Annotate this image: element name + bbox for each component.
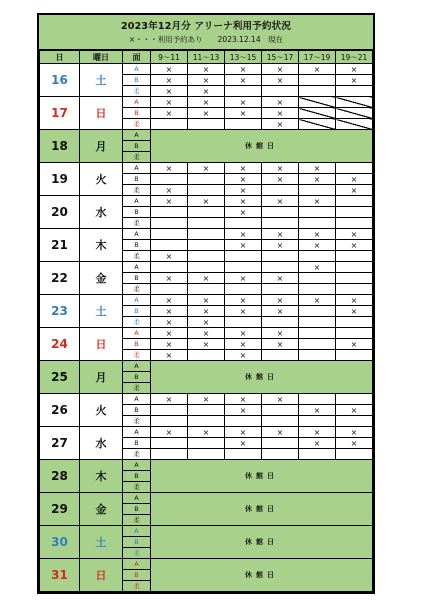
unavailable-cell: [299, 119, 336, 130]
court-label: 柔: [123, 416, 151, 427]
day-number: 28: [40, 460, 80, 493]
empty-cell: [262, 251, 299, 262]
empty-cell: [299, 185, 336, 196]
day-row: [40, 427, 373, 438]
court-label: 柔: [123, 185, 151, 196]
day-number: 18: [40, 130, 80, 163]
empty-cell: [188, 207, 225, 218]
court-label: 柔: [123, 284, 151, 295]
day-of-week: 金: [80, 262, 123, 295]
reserved-mark: ×: [151, 339, 188, 350]
day-row: [40, 64, 373, 75]
empty-cell: [336, 196, 373, 207]
day-number: 29: [40, 493, 80, 526]
court-label: B: [123, 471, 151, 482]
empty-cell: [299, 350, 336, 361]
day-of-week: 月: [80, 130, 123, 163]
empty-cell: [151, 416, 188, 427]
reserved-mark: ×: [225, 185, 262, 196]
col-header-slot: 13～15: [225, 51, 262, 64]
court-label: B: [123, 174, 151, 185]
day-number: 22: [40, 262, 80, 295]
reserved-mark: ×: [225, 174, 262, 185]
reserved-mark: ×: [225, 229, 262, 240]
reserved-mark: ×: [225, 240, 262, 251]
reserved-mark: ×: [188, 97, 225, 108]
reserved-mark: ×: [262, 427, 299, 438]
court-label: A: [123, 64, 151, 75]
reserved-mark: ×: [151, 317, 188, 328]
empty-cell: [336, 284, 373, 295]
empty-cell: [336, 251, 373, 262]
empty-cell: [262, 405, 299, 416]
empty-cell: [299, 306, 336, 317]
reserved-mark: ×: [336, 229, 373, 240]
day-number: 17: [40, 97, 80, 130]
reserved-mark: ×: [188, 339, 225, 350]
reserved-mark: ×: [188, 75, 225, 86]
day-row: [40, 526, 373, 537]
reserved-mark: ×: [151, 427, 188, 438]
court-label: B: [123, 570, 151, 581]
reserved-mark: ×: [188, 86, 225, 97]
court-label: B: [123, 240, 151, 251]
empty-cell: [225, 86, 262, 97]
reserved-mark: ×: [262, 229, 299, 240]
reserved-mark: ×: [336, 240, 373, 251]
empty-cell: [336, 394, 373, 405]
court-label: B: [123, 108, 151, 119]
day-of-week: 火: [80, 163, 123, 196]
empty-cell: [336, 328, 373, 339]
reserved-mark: ×: [188, 306, 225, 317]
court-label: B: [123, 438, 151, 449]
day-number: 21: [40, 229, 80, 262]
reserved-mark: ×: [336, 339, 373, 350]
col-header-slot: 15～17: [262, 51, 299, 64]
empty-cell: [262, 284, 299, 295]
court-label: 柔: [123, 548, 151, 559]
empty-cell: [299, 339, 336, 350]
reserved-mark: ×: [188, 328, 225, 339]
empty-cell: [299, 449, 336, 460]
day-of-week: 木: [80, 229, 123, 262]
reserved-mark: ×: [225, 75, 262, 86]
reserved-mark: ×: [299, 427, 336, 438]
empty-cell: [299, 416, 336, 427]
reserved-mark: ×: [151, 306, 188, 317]
empty-cell: [299, 394, 336, 405]
day-row: [40, 394, 373, 405]
court-label: 柔: [123, 251, 151, 262]
reserved-mark: ×: [262, 295, 299, 306]
reserved-mark: ×: [336, 75, 373, 86]
empty-cell: [262, 218, 299, 229]
empty-cell: [225, 416, 262, 427]
reserved-mark: ×: [225, 108, 262, 119]
reserved-mark: ×: [262, 108, 299, 119]
court-label: A: [123, 361, 151, 372]
reserved-mark: ×: [151, 185, 188, 196]
empty-cell: [225, 449, 262, 460]
court-label: A: [123, 196, 151, 207]
reserved-mark: ×: [225, 273, 262, 284]
day-row: [40, 559, 373, 570]
empty-cell: [336, 163, 373, 174]
empty-cell: [299, 218, 336, 229]
empty-cell: [299, 75, 336, 86]
reserved-mark: ×: [262, 273, 299, 284]
day-number: 24: [40, 328, 80, 361]
court-label: A: [123, 460, 151, 471]
reserved-mark: ×: [188, 295, 225, 306]
empty-cell: [299, 328, 336, 339]
day-of-week: 金: [80, 493, 123, 526]
empty-cell: [225, 119, 262, 130]
day-row: [40, 328, 373, 339]
empty-cell: [188, 284, 225, 295]
empty-cell: [188, 174, 225, 185]
reserved-mark: ×: [262, 119, 299, 130]
empty-cell: [262, 449, 299, 460]
court-label: A: [123, 163, 151, 174]
court-label: 柔: [123, 449, 151, 460]
day-of-week: 水: [80, 196, 123, 229]
reserved-mark: ×: [151, 75, 188, 86]
empty-cell: [262, 350, 299, 361]
col-header-day: 日: [40, 51, 80, 64]
unavailable-cell: [299, 108, 336, 119]
unavailable-cell: [336, 108, 373, 119]
col-header-slot: 17～19: [299, 51, 336, 64]
day-of-week: 土: [80, 526, 123, 559]
empty-cell: [188, 185, 225, 196]
empty-cell: [151, 240, 188, 251]
court-label: B: [123, 306, 151, 317]
empty-cell: [336, 317, 373, 328]
day-of-week: 木: [80, 460, 123, 493]
court-label: B: [123, 75, 151, 86]
reserved-mark: ×: [225, 163, 262, 174]
col-header-slot: 19～21: [336, 51, 373, 64]
day-of-week: 土: [80, 295, 123, 328]
empty-cell: [262, 438, 299, 449]
reserved-mark: ×: [225, 328, 262, 339]
empty-cell: [188, 350, 225, 361]
sheet-header: [39, 15, 373, 50]
reserved-mark: ×: [336, 185, 373, 196]
closed-label: 休館日: [151, 361, 373, 394]
day-number: 26: [40, 394, 80, 427]
empty-cell: [188, 262, 225, 273]
reserved-mark: ×: [262, 64, 299, 75]
unavailable-cell: [299, 97, 336, 108]
reserved-mark: ×: [188, 163, 225, 174]
court-label: 柔: [123, 383, 151, 394]
reserved-mark: ×: [151, 64, 188, 75]
reserved-mark: ×: [151, 251, 188, 262]
empty-cell: [299, 251, 336, 262]
reserved-mark: ×: [151, 295, 188, 306]
reservation-table: [39, 50, 373, 592]
reserved-mark: ×: [336, 174, 373, 185]
empty-cell: [151, 229, 188, 240]
day-number: 31: [40, 559, 80, 592]
court-label: A: [123, 427, 151, 438]
reserved-mark: ×: [336, 64, 373, 75]
day-row: [40, 196, 373, 207]
day-row: [40, 460, 373, 471]
unavailable-cell: [336, 97, 373, 108]
reserved-mark: ×: [188, 273, 225, 284]
reservation-rows: [40, 64, 373, 592]
reserved-mark: ×: [225, 207, 262, 218]
reserved-mark: ×: [299, 405, 336, 416]
reserved-mark: ×: [299, 196, 336, 207]
day-row: [40, 493, 373, 504]
reserved-mark: ×: [299, 163, 336, 174]
court-label: B: [123, 273, 151, 284]
day-of-week: 火: [80, 394, 123, 427]
reserved-mark: ×: [262, 328, 299, 339]
col-header-slot: 9～11: [151, 51, 188, 64]
reserved-mark: ×: [336, 438, 373, 449]
court-label: A: [123, 229, 151, 240]
reserved-mark: ×: [225, 339, 262, 350]
court-label: A: [123, 526, 151, 537]
court-label: A: [123, 130, 151, 141]
reserved-mark: ×: [225, 405, 262, 416]
court-label: B: [123, 504, 151, 515]
reserved-mark: ×: [262, 97, 299, 108]
empty-cell: [262, 317, 299, 328]
court-label: 柔: [123, 119, 151, 130]
empty-cell: [262, 185, 299, 196]
empty-cell: [188, 405, 225, 416]
reserved-mark: ×: [188, 108, 225, 119]
day-of-week: 土: [80, 64, 123, 97]
empty-cell: [262, 416, 299, 427]
reserved-mark: ×: [151, 328, 188, 339]
empty-cell: [151, 449, 188, 460]
court-label: B: [123, 405, 151, 416]
empty-cell: [336, 218, 373, 229]
col-header-dow: 曜日: [80, 51, 123, 64]
court-label: 柔: [123, 86, 151, 97]
empty-cell: [225, 284, 262, 295]
closed-label: 休館日: [151, 559, 373, 592]
day-number: 20: [40, 196, 80, 229]
page-title: 2023年12月分 アリーナ利用予約状況: [120, 21, 292, 32]
empty-cell: [151, 119, 188, 130]
reserved-mark: ×: [336, 295, 373, 306]
day-number: 25: [40, 361, 80, 394]
empty-cell: [336, 262, 373, 273]
closed-label: 休館日: [151, 460, 373, 493]
reserved-mark: ×: [225, 196, 262, 207]
day-row: [40, 97, 373, 108]
empty-cell: [151, 174, 188, 185]
empty-cell: [151, 405, 188, 416]
day-number: 30: [40, 526, 80, 559]
court-label: A: [123, 394, 151, 405]
reserved-mark: ×: [262, 394, 299, 405]
court-label: A: [123, 97, 151, 108]
day-of-week: 月: [80, 361, 123, 394]
reserved-mark: ×: [262, 75, 299, 86]
empty-cell: [188, 251, 225, 262]
empty-cell: [151, 218, 188, 229]
reserved-mark: ×: [299, 438, 336, 449]
reserved-mark: ×: [299, 240, 336, 251]
reserved-mark: ×: [262, 174, 299, 185]
reserved-mark: ×: [262, 196, 299, 207]
reserved-mark: ×: [188, 196, 225, 207]
court-label: 柔: [123, 317, 151, 328]
reserved-mark: ×: [262, 306, 299, 317]
empty-cell: [336, 350, 373, 361]
reserved-mark: ×: [151, 350, 188, 361]
day-row: [40, 130, 373, 141]
empty-cell: [225, 262, 262, 273]
reserved-mark: ×: [225, 97, 262, 108]
empty-cell: [151, 284, 188, 295]
day-number: 16: [40, 64, 80, 97]
empty-cell: [336, 207, 373, 218]
empty-cell: [262, 262, 299, 273]
reserved-mark: ×: [262, 339, 299, 350]
reservation-sheet: [37, 13, 375, 594]
day-of-week: 日: [80, 559, 123, 592]
empty-cell: [188, 449, 225, 460]
day-of-week: 日: [80, 97, 123, 130]
reserved-mark: ×: [336, 405, 373, 416]
reserved-mark: ×: [299, 295, 336, 306]
col-header-court: 面: [123, 51, 151, 64]
reserved-mark: ×: [299, 174, 336, 185]
day-row: [40, 262, 373, 273]
empty-cell: [262, 207, 299, 218]
reserved-mark: ×: [151, 163, 188, 174]
day-row: [40, 361, 373, 372]
day-row: [40, 295, 373, 306]
empty-cell: [336, 86, 373, 97]
empty-cell: [299, 207, 336, 218]
reserved-mark: ×: [151, 196, 188, 207]
reserved-mark: ×: [299, 262, 336, 273]
reserved-mark: ×: [151, 108, 188, 119]
reserved-mark: ×: [225, 306, 262, 317]
court-label: B: [123, 372, 151, 383]
empty-cell: [262, 86, 299, 97]
court-label: B: [123, 141, 151, 152]
reserved-mark: ×: [151, 97, 188, 108]
day-number: 27: [40, 427, 80, 460]
empty-cell: [336, 273, 373, 284]
reserved-mark: ×: [188, 317, 225, 328]
court-label: B: [123, 537, 151, 548]
legend-and-date: ×・・・利用予約あり 2023.12.14 現在: [128, 35, 284, 44]
reserved-mark: ×: [225, 350, 262, 361]
empty-cell: [188, 119, 225, 130]
reserved-mark: ×: [299, 229, 336, 240]
court-label: 柔: [123, 152, 151, 163]
unavailable-cell: [336, 119, 373, 130]
empty-cell: [188, 416, 225, 427]
reserved-mark: ×: [188, 394, 225, 405]
day-number: 19: [40, 163, 80, 196]
day-row: [40, 229, 373, 240]
empty-cell: [299, 86, 336, 97]
court-label: B: [123, 207, 151, 218]
col-header-slot: 11～13: [188, 51, 225, 64]
empty-cell: [299, 317, 336, 328]
reserved-mark: ×: [188, 427, 225, 438]
empty-cell: [151, 262, 188, 273]
reserved-mark: ×: [188, 64, 225, 75]
empty-cell: [225, 218, 262, 229]
day-number: 23: [40, 295, 80, 328]
court-label: A: [123, 493, 151, 504]
empty-cell: [336, 416, 373, 427]
empty-cell: [188, 240, 225, 251]
reserved-mark: ×: [225, 427, 262, 438]
reserved-mark: ×: [262, 163, 299, 174]
day-row: [40, 163, 373, 174]
reserved-mark: ×: [336, 306, 373, 317]
empty-cell: [188, 218, 225, 229]
court-label: 柔: [123, 218, 151, 229]
court-label: 柔: [123, 515, 151, 526]
court-label: 柔: [123, 581, 151, 592]
empty-cell: [188, 438, 225, 449]
reserved-mark: ×: [262, 240, 299, 251]
reserved-mark: ×: [336, 427, 373, 438]
empty-cell: [225, 251, 262, 262]
court-label: A: [123, 295, 151, 306]
reserved-mark: ×: [151, 273, 188, 284]
court-label: 柔: [123, 350, 151, 361]
empty-cell: [151, 207, 188, 218]
reserved-mark: ×: [225, 394, 262, 405]
reserved-mark: ×: [225, 64, 262, 75]
court-label: A: [123, 262, 151, 273]
day-of-week: 日: [80, 328, 123, 361]
reserved-mark: ×: [151, 86, 188, 97]
empty-cell: [188, 229, 225, 240]
day-of-week: 水: [80, 427, 123, 460]
court-label: A: [123, 559, 151, 570]
empty-cell: [336, 449, 373, 460]
court-label: B: [123, 339, 151, 350]
reserved-mark: ×: [151, 394, 188, 405]
closed-label: 休館日: [151, 130, 373, 163]
empty-cell: [299, 284, 336, 295]
reserved-mark: ×: [225, 438, 262, 449]
court-label: 柔: [123, 482, 151, 493]
reserved-mark: ×: [299, 64, 336, 75]
court-label: A: [123, 328, 151, 339]
column-header-row: [40, 51, 373, 64]
empty-cell: [151, 438, 188, 449]
empty-cell: [225, 317, 262, 328]
reserved-mark: ×: [225, 295, 262, 306]
empty-cell: [299, 273, 336, 284]
closed-label: 休館日: [151, 526, 373, 559]
closed-label: 休館日: [151, 493, 373, 526]
